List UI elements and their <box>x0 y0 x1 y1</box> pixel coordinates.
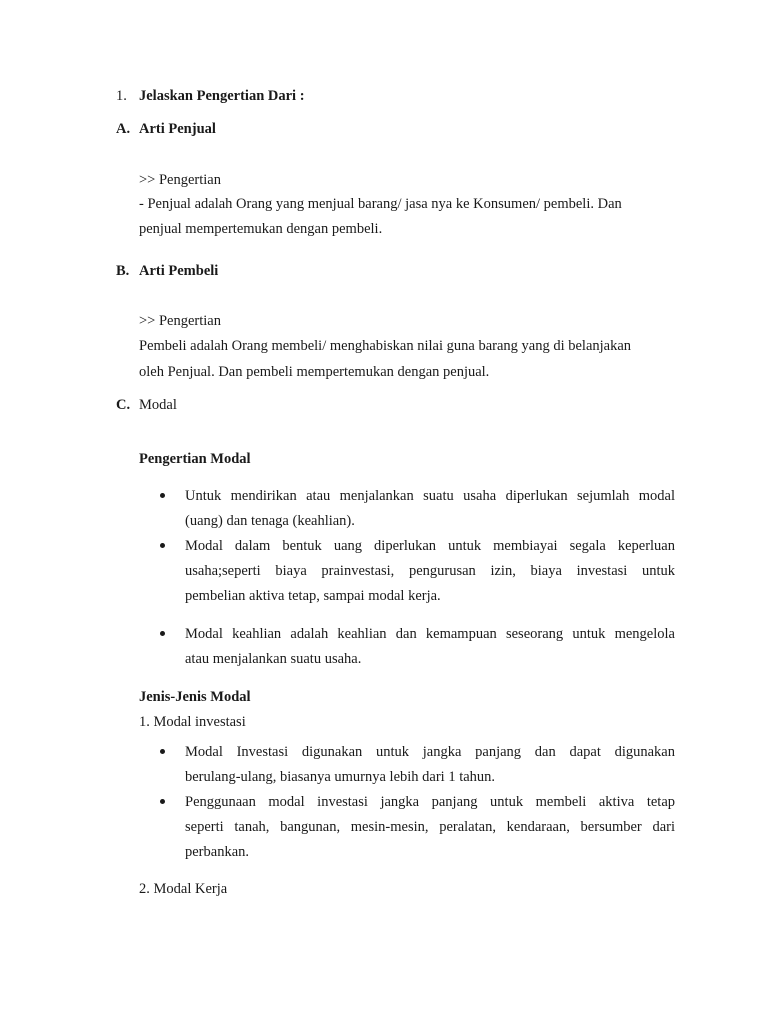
bullet-line: atau menjalankan suatu usaha. <box>185 651 362 667</box>
bullet-line: Penggunaan modal investasi jangka panjang untuk membeli aktiva tetap <box>185 794 675 810</box>
section-a-title: Arti Penjual <box>139 121 216 137</box>
section-a-line-1: - Penjual adalah Orang yang menjual barang/ jasa nya ke Konsumen/ pembeli. Dan <box>139 196 622 212</box>
section-a-line-2: penjual mempertemukan dengan pembeli. <box>139 221 383 237</box>
modal-kerja-label: 2. Modal Kerja <box>139 881 228 897</box>
bullet-line: (uang) dan tenaga (keahlian). <box>185 513 355 529</box>
section-b-subheading: >> Pengertian <box>139 313 221 329</box>
bullet-line: Modal keahlian adalah keahlian dan kemampuan seseorang untuk mengelola <box>185 626 675 642</box>
bullet-line: Modal dalam bentuk uang diperlukan untuk membiayai segala keperluan <box>185 538 675 554</box>
section-b-title: Arti Pembeli <box>139 263 219 279</box>
section-b-line-2: oleh Penjual. Dan pembeli mempertemukan dengan penjual. <box>139 364 490 380</box>
bullet-line: usaha;seperti biaya prainvestasi, pengurusan izin, biaya investasi untuk <box>185 563 675 579</box>
jenis-modal-heading: Jenis-Jenis Modal <box>139 689 251 705</box>
bullet-icon <box>160 631 165 636</box>
question-title: Jelaskan Pengertian Dari : <box>139 88 305 104</box>
bullet-icon <box>160 799 165 804</box>
section-c-letter: C. <box>116 397 131 413</box>
section-c-title: Modal <box>139 397 177 413</box>
bullet-line: berulang-ulang, biasanya umurnya lebih dari 1 tahun. <box>185 769 496 785</box>
modal-investasi-label: 1. Modal investasi <box>139 714 246 730</box>
bullet-line: Untuk mendirikan atau menjalankan suatu usaha diperlukan sejumlah modal <box>185 488 675 504</box>
section-b-letter: B. <box>116 263 130 279</box>
bullet-icon <box>160 749 165 754</box>
question-number: 1. <box>116 88 127 104</box>
section-b-line-1: Pembeli adalah Orang membeli/ menghabiskan nilai guna barang yang di belanjakan <box>139 338 632 354</box>
section-a-letter: A. <box>116 121 131 137</box>
bullet-line: Modal Investasi digunakan untuk jangka panjang dan dapat digunakan <box>185 744 675 760</box>
bullet-line: perbankan. <box>185 844 250 860</box>
bullet-line: pembelian aktiva tetap, sampai modal kerja. <box>185 588 441 604</box>
bullet-line: seperti tanah, bangunan, mesin-mesin, peralatan, kendaraan, bersumber dari <box>185 819 675 835</box>
bullet-icon <box>160 543 165 548</box>
section-a-subheading: >> Pengertian <box>139 172 221 188</box>
bullet-icon <box>160 493 165 498</box>
pengertian-modal-heading: Pengertian Modal <box>139 451 251 467</box>
